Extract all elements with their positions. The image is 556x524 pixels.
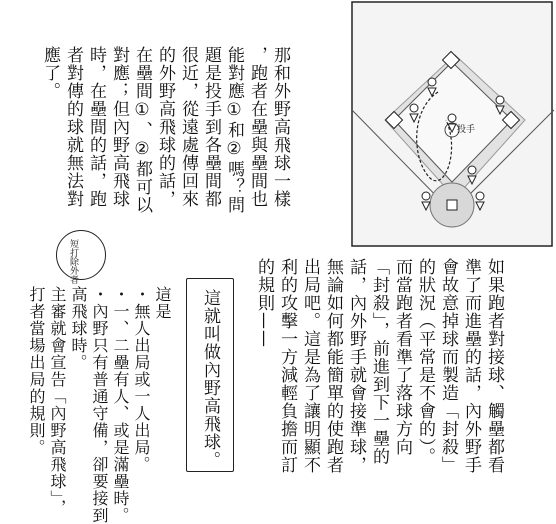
home-plate [447,200,457,210]
paragraph-right: 如果跑者對接球、觸壘都看 準了而進壘的話，內外野手 會故意掉球而製造「封殺」 的狀況（平常是不會的）。 而當跑者看準了落球方向 「封殺」，前進到下一壘的 話，內外野手就會接準球， 無論如何都能簡單的使跑者 出局吧。這是為了讓明顯不 利的攻擊一方減輕負擔而訂 的規則—— [254,258,504,474]
infield-diagram [350,0,556,250]
bubble-note [56,230,106,284]
infield-fly-title: 這就叫做內野高飛球。 [200,289,220,469]
bubble-text: 短打除外者 [68,239,78,284]
infield-fly-box [186,278,234,472]
pitcher-label: 投手 [457,125,476,135]
paragraph-top: 那和外野高飛球一樣 ，跑者在壘與壘間也 能對應①和②嗎？問 題是投手到各壘間都 很近，從遠處傳回來 的外野高飛球的話， 在壘間①、②都可以 對應；但內野高飛球 時，在壘間的話，跑 者對傳的球就無法對 應了。 [40,46,290,214]
paragraph-rules: 這是 ・無人出局或一人出局。 ・一、二壘有人、或是滿壘時。 ・內野只有普通守備，卻要接到 高飛球時。 主審就會宣告「內野高飛球」， 打者當場出局的規則。 [27,286,172,524]
baseball-field-svg [350,0,556,250]
